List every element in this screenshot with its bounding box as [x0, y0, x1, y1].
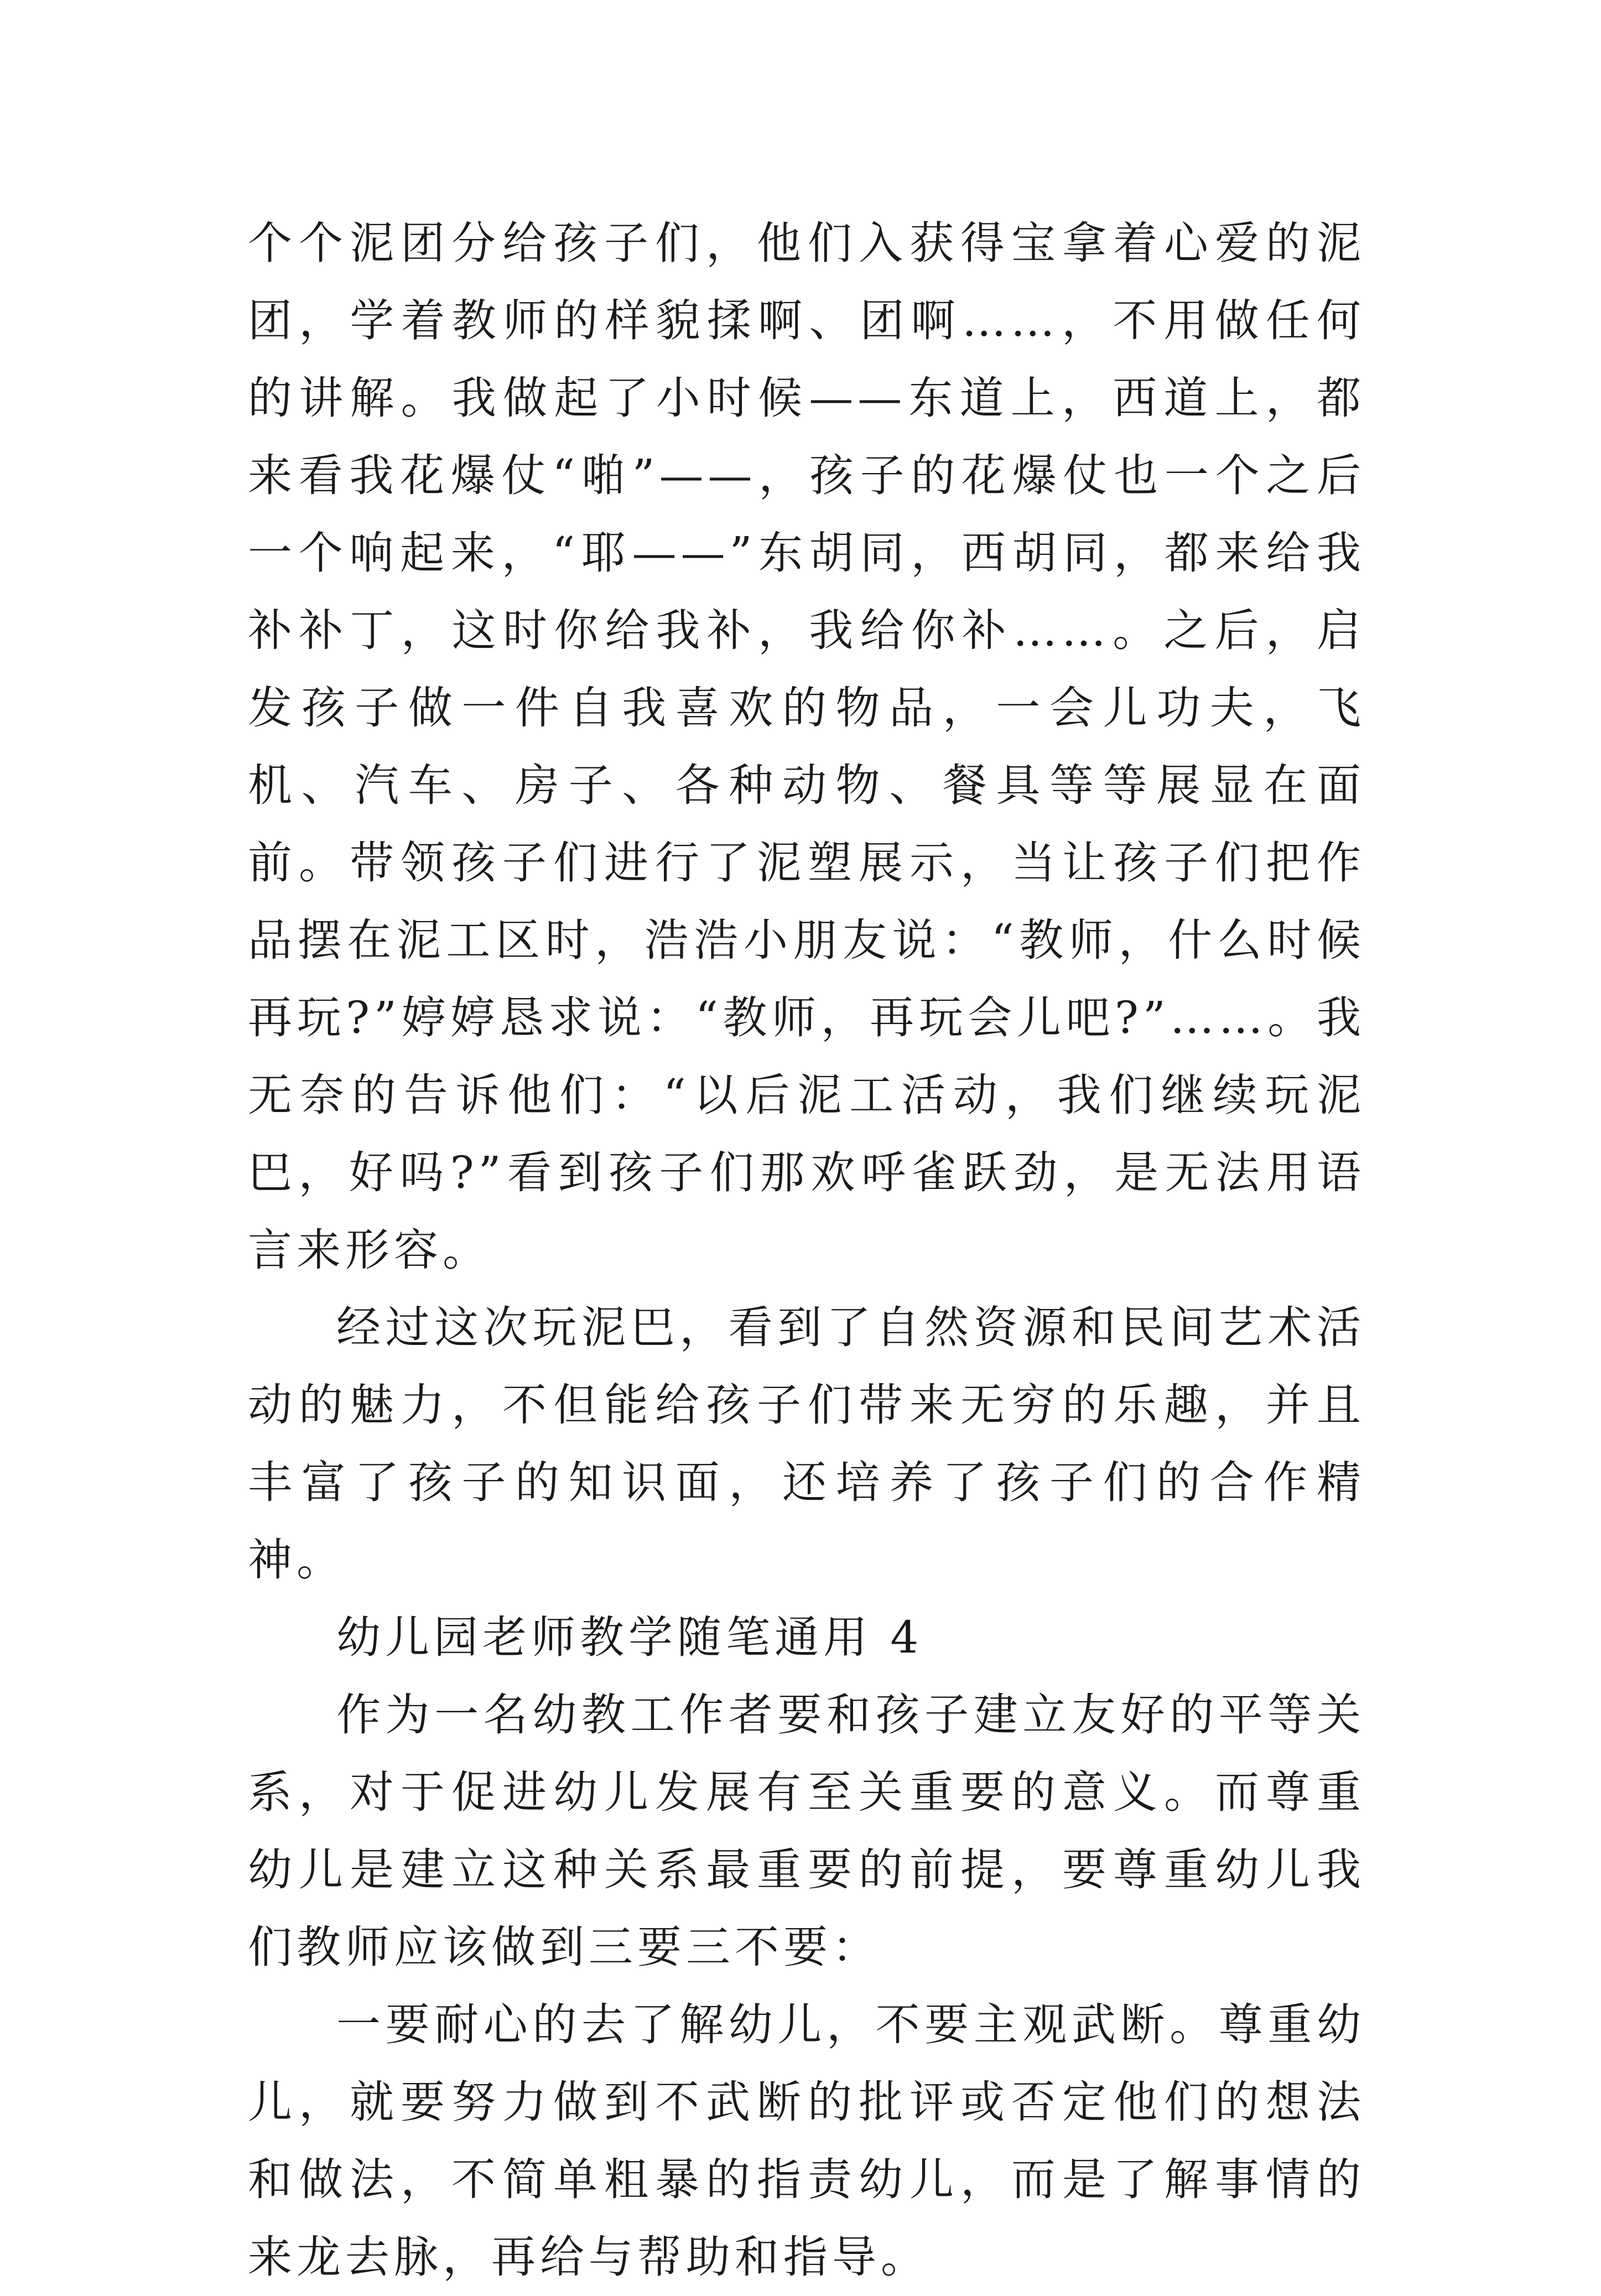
- paragraph-continued: 个个泥团分给孩子们，他们入获得宝拿着心爱的泥团，学着教师的样貌揉啊、团啊……，不用做任何的讲解。我做起了小时候——东道上，西道上，都来看我花爆仗“啪”——，孩子的花爆仗也一个之后一个响起来，“耶——”东胡同，西胡同，都来给我补补丁，这时你给我补，我给你补……。之后，启发孩子做一件自我喜欢的物品，一会儿功夫，飞机、汽车、房子、各种动物、餐具等等展显在面前。带领孩子们进行了泥塑展示，当让孩子们把作品摆在泥工区时，浩浩小朋友说：“教师，什么时候再玩?”婷婷恳求说：“教师，再玩会儿吧?”……。我无奈的告诉他们：“以后泥工活动，我们继续玩泥巴，好吗?”看到孩子们那欢呼雀跃劲，是无法用语言来形容。: [248, 217, 1365, 1276]
- paragraph-intro: 作为一名幼教工作者要和孩子建立友好的平等关系，对于促进幼儿发展有至关重要的意义。而尊重幼儿是建立这种关系最重要的前提，要尊重幼儿我们教师应该做到三要三不要：: [248, 1689, 1365, 1973]
- document-body: [248, 205, 1365, 2296]
- section-heading: 幼儿园老师教学随笔通用 4: [336, 1612, 923, 1663]
- paragraph-point-one: 一要耐心的去了解幼儿，不要主观武断。尊重幼儿，就要努力做到不武断的批评或否定他们的想法和做法，不简单粗暴的指责幼儿，而是了解事情的来龙去脉，再给与帮助和指导。: [248, 1999, 1365, 2283]
- paragraph-summary: 经过这次玩泥巴，看到了自然资源和民间艺术活动的魅力，不但能给孩子们带来无穷的乐趣，并且丰富了孩子的知识面，还培养了孩子们的合作精神。: [248, 1302, 1365, 1586]
